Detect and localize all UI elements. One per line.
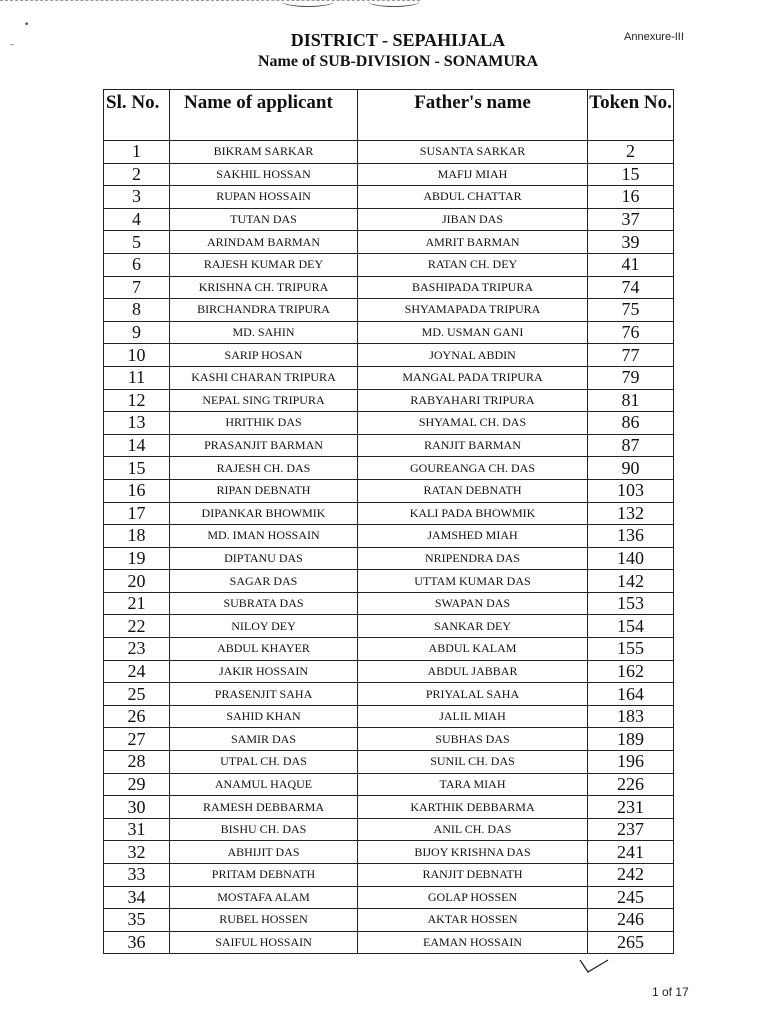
cell-token-no: 196 [588, 751, 674, 774]
cell-sl-no: 21 [104, 592, 170, 615]
table-row [104, 321, 674, 344]
table-row [104, 796, 674, 819]
cell-token-no: 76 [588, 321, 674, 344]
table-row [104, 909, 674, 932]
cell-sl-no: 10 [104, 344, 170, 367]
top-binding-mark [282, 0, 334, 7]
table-row [104, 389, 674, 412]
cell-token-no: 77 [588, 344, 674, 367]
cell-sl-no: 28 [104, 751, 170, 774]
applicant-table [103, 89, 674, 954]
cell-token-no: 2 [588, 141, 674, 164]
cell-father-name: RANJIT DEBNATH [358, 864, 588, 887]
cell-token-no: 140 [588, 547, 674, 570]
cell-sl-no: 8 [104, 299, 170, 322]
cell-applicant-name: TUTAN DAS [170, 208, 358, 231]
cell-token-no: 81 [588, 389, 674, 412]
cell-father-name: AMRIT BARMAN [358, 231, 588, 254]
annexure-label: Annexure-III [624, 31, 684, 43]
cell-token-no: 237 [588, 818, 674, 841]
cell-applicant-name: ANAMUL HAQUE [170, 773, 358, 796]
cell-applicant-name: SAMIR DAS [170, 728, 358, 751]
table-row [104, 479, 674, 502]
cell-father-name: SUNIL CH. DAS [358, 751, 588, 774]
cell-sl-no: 35 [104, 909, 170, 932]
table-row [104, 705, 674, 728]
cell-token-no: 15 [588, 163, 674, 186]
cell-father-name: RANJIT BARMAN [358, 434, 588, 457]
table-row [104, 864, 674, 887]
margin-mark: – [10, 40, 15, 50]
cell-sl-no: 15 [104, 457, 170, 480]
cell-sl-no: 6 [104, 253, 170, 276]
cell-applicant-name: SAGAR DAS [170, 570, 358, 593]
cell-father-name: JOYNAL ABDIN [358, 344, 588, 367]
cell-applicant-name: NEPAL SING TRIPURA [170, 389, 358, 412]
cell-father-name: SHYAMAL CH. DAS [358, 412, 588, 435]
cell-father-name: PRIYALAL SAHA [358, 683, 588, 706]
cell-applicant-name: RUBEL HOSSEN [170, 909, 358, 932]
cell-sl-no: 26 [104, 705, 170, 728]
cell-applicant-name: DIPTANU DAS [170, 547, 358, 570]
cell-applicant-name: BIRCHANDRA TRIPURA [170, 299, 358, 322]
cell-token-no: 241 [588, 841, 674, 864]
cell-sl-no: 22 [104, 615, 170, 638]
cell-father-name: GOUREANGA CH. DAS [358, 457, 588, 480]
cell-sl-no: 30 [104, 796, 170, 819]
table-row [104, 773, 674, 796]
cell-token-no: 16 [588, 186, 674, 209]
cell-sl-no: 3 [104, 186, 170, 209]
cell-applicant-name: PRASENJIT SAHA [170, 683, 358, 706]
cell-father-name: ABDUL KALAM [358, 638, 588, 661]
cell-father-name: ABDUL CHATTAR [358, 186, 588, 209]
cell-father-name: ANIL CH. DAS [358, 818, 588, 841]
cell-token-no: 79 [588, 366, 674, 389]
cell-father-name: KARTHIK DEBBARMA [358, 796, 588, 819]
cell-sl-no: 36 [104, 931, 170, 954]
cell-applicant-name: ABDUL KHAYER [170, 638, 358, 661]
column-header-sl-no: Sl. No. [104, 90, 170, 141]
column-header-applicant-name: Name of applicant [170, 90, 358, 141]
cell-applicant-name: MD. SAHIN [170, 321, 358, 344]
cell-sl-no: 34 [104, 886, 170, 909]
cell-applicant-name: RIPAN DEBNATH [170, 479, 358, 502]
table-row [104, 457, 674, 480]
cell-applicant-name: RAMESH DEBBARMA [170, 796, 358, 819]
cell-sl-no: 31 [104, 818, 170, 841]
cell-token-no: 242 [588, 864, 674, 887]
cell-token-no: 86 [588, 412, 674, 435]
cell-father-name: RATAN DEBNATH [358, 479, 588, 502]
column-header-father-name: Father's name [358, 90, 588, 141]
cell-applicant-name: UTPAL CH. DAS [170, 751, 358, 774]
cell-father-name: NRIPENDRA DAS [358, 547, 588, 570]
table-row [104, 502, 674, 525]
cell-token-no: 162 [588, 660, 674, 683]
cell-father-name: JIBAN DAS [358, 208, 588, 231]
cell-applicant-name: KASHI CHARAN TRIPURA [170, 366, 358, 389]
cell-father-name: SWAPAN DAS [358, 592, 588, 615]
table-row [104, 751, 674, 774]
cell-token-no: 265 [588, 931, 674, 954]
cell-father-name: TARA MIAH [358, 773, 588, 796]
cell-father-name: SANKAR DEY [358, 615, 588, 638]
cell-father-name: JAMSHED MIAH [358, 525, 588, 548]
cell-token-no: 246 [588, 909, 674, 932]
table-row [104, 276, 674, 299]
cell-sl-no: 18 [104, 525, 170, 548]
top-edge-line [0, 0, 420, 2]
cell-father-name: ABDUL JABBAR [358, 660, 588, 683]
table-row [104, 344, 674, 367]
table-row [104, 931, 674, 954]
table-row [104, 208, 674, 231]
cell-father-name: KALI PADA BHOWMIK [358, 502, 588, 525]
cell-token-no: 90 [588, 457, 674, 480]
cell-applicant-name: ARINDAM BARMAN [170, 231, 358, 254]
cell-token-no: 37 [588, 208, 674, 231]
table-row [104, 592, 674, 615]
cell-applicant-name: HRITHIK DAS [170, 412, 358, 435]
cell-father-name: SHYAMAPADA TRIPURA [358, 299, 588, 322]
table-row [104, 547, 674, 570]
table-row [104, 525, 674, 548]
page-number: 1 of 17 [652, 985, 689, 999]
cell-token-no: 164 [588, 683, 674, 706]
table-row [104, 366, 674, 389]
cell-applicant-name: PRASANJIT BARMAN [170, 434, 358, 457]
cell-token-no: 103 [588, 479, 674, 502]
cell-applicant-name: SAKHIL HOSSAN [170, 163, 358, 186]
cell-token-no: 136 [588, 525, 674, 548]
cell-father-name: AKTAR HOSSEN [358, 909, 588, 932]
table-body [104, 141, 674, 954]
handwritten-tick-mark [578, 956, 612, 978]
cell-sl-no: 20 [104, 570, 170, 593]
cell-father-name: UTTAM KUMAR DAS [358, 570, 588, 593]
table-row [104, 638, 674, 661]
cell-father-name: RABYAHARI TRIPURA [358, 389, 588, 412]
cell-sl-no: 24 [104, 660, 170, 683]
cell-father-name: MAFIJ MIAH [358, 163, 588, 186]
table-row [104, 570, 674, 593]
cell-token-no: 75 [588, 299, 674, 322]
cell-sl-no: 1 [104, 141, 170, 164]
cell-applicant-name: SAIFUL HOSSAIN [170, 931, 358, 954]
cell-token-no: 74 [588, 276, 674, 299]
cell-token-no: 155 [588, 638, 674, 661]
cell-applicant-name: SAHID KHAN [170, 705, 358, 728]
table-row [104, 163, 674, 186]
cell-sl-no: 25 [104, 683, 170, 706]
cell-sl-no: 27 [104, 728, 170, 751]
table-row [104, 886, 674, 909]
cell-applicant-name: RAJESH KUMAR DEY [170, 253, 358, 276]
cell-sl-no: 13 [104, 412, 170, 435]
cell-applicant-name: JAKIR HOSSAIN [170, 660, 358, 683]
cell-father-name: GOLAP HOSSEN [358, 886, 588, 909]
cell-applicant-name: SARIP HOSAN [170, 344, 358, 367]
cell-sl-no: 29 [104, 773, 170, 796]
cell-sl-no: 2 [104, 163, 170, 186]
top-binding-mark [368, 0, 420, 7]
cell-token-no: 245 [588, 886, 674, 909]
table-row [104, 728, 674, 751]
table-row [104, 841, 674, 864]
cell-sl-no: 23 [104, 638, 170, 661]
cell-sl-no: 33 [104, 864, 170, 887]
cell-sl-no: 16 [104, 479, 170, 502]
cell-father-name: SUSANTA SARKAR [358, 141, 588, 164]
cell-token-no: 189 [588, 728, 674, 751]
cell-applicant-name: DIPANKAR BHOWMIK [170, 502, 358, 525]
margin-mark: • [24, 20, 30, 30]
cell-token-no: 153 [588, 592, 674, 615]
cell-father-name: SUBHAS DAS [358, 728, 588, 751]
table-row [104, 434, 674, 457]
cell-sl-no: 12 [104, 389, 170, 412]
cell-sl-no: 11 [104, 366, 170, 389]
cell-father-name: BIJOY KRISHNA DAS [358, 841, 588, 864]
table-row [104, 186, 674, 209]
cell-token-no: 132 [588, 502, 674, 525]
table-row [104, 141, 674, 164]
cell-token-no: 39 [588, 231, 674, 254]
cell-applicant-name: PRITAM DEBNATH [170, 864, 358, 887]
table-row [104, 253, 674, 276]
cell-token-no: 154 [588, 615, 674, 638]
cell-sl-no: 4 [104, 208, 170, 231]
cell-father-name: MANGAL PADA TRIPURA [358, 366, 588, 389]
district-title: DISTRICT - SEPAHIJALA [290, 30, 506, 50]
cell-sl-no: 7 [104, 276, 170, 299]
table-row [104, 412, 674, 435]
table-row [104, 231, 674, 254]
column-header-token-no: Token No. [588, 90, 674, 141]
cell-applicant-name: RAJESH CH. DAS [170, 457, 358, 480]
cell-applicant-name: NILOY DEY [170, 615, 358, 638]
cell-applicant-name: MD. IMAN HOSSAIN [170, 525, 358, 548]
cell-sl-no: 5 [104, 231, 170, 254]
cell-father-name: JALIL MIAH [358, 705, 588, 728]
cell-sl-no: 14 [104, 434, 170, 457]
table-row [104, 818, 674, 841]
table-row [104, 299, 674, 322]
cell-father-name: MD. USMAN GANI [358, 321, 588, 344]
table-row [104, 660, 674, 683]
table-header-row [104, 90, 674, 141]
table-row [104, 615, 674, 638]
table-row [104, 683, 674, 706]
cell-father-name: RATAN CH. DEY [358, 253, 588, 276]
cell-token-no: 41 [588, 253, 674, 276]
cell-applicant-name: RUPAN HOSSAIN [170, 186, 358, 209]
cell-applicant-name: ABHIJIT DAS [170, 841, 358, 864]
cell-applicant-name: KRISHNA CH. TRIPURA [170, 276, 358, 299]
cell-applicant-name: BISHU CH. DAS [170, 818, 358, 841]
cell-father-name: EAMAN HOSSAIN [358, 931, 588, 954]
cell-sl-no: 32 [104, 841, 170, 864]
cell-father-name: BASHIPADA TRIPURA [358, 276, 588, 299]
cell-sl-no: 17 [104, 502, 170, 525]
cell-token-no: 231 [588, 796, 674, 819]
cell-applicant-name: SUBRATA DAS [170, 592, 358, 615]
cell-applicant-name: MOSTAFA ALAM [170, 886, 358, 909]
cell-token-no: 183 [588, 705, 674, 728]
cell-applicant-name: BIKRAM SARKAR [170, 141, 358, 164]
cell-sl-no: 19 [104, 547, 170, 570]
cell-token-no: 87 [588, 434, 674, 457]
cell-sl-no: 9 [104, 321, 170, 344]
cell-token-no: 226 [588, 773, 674, 796]
cell-token-no: 142 [588, 570, 674, 593]
subdivision-title: Name of SUB-DIVISION - SONAMURA [258, 53, 538, 70]
